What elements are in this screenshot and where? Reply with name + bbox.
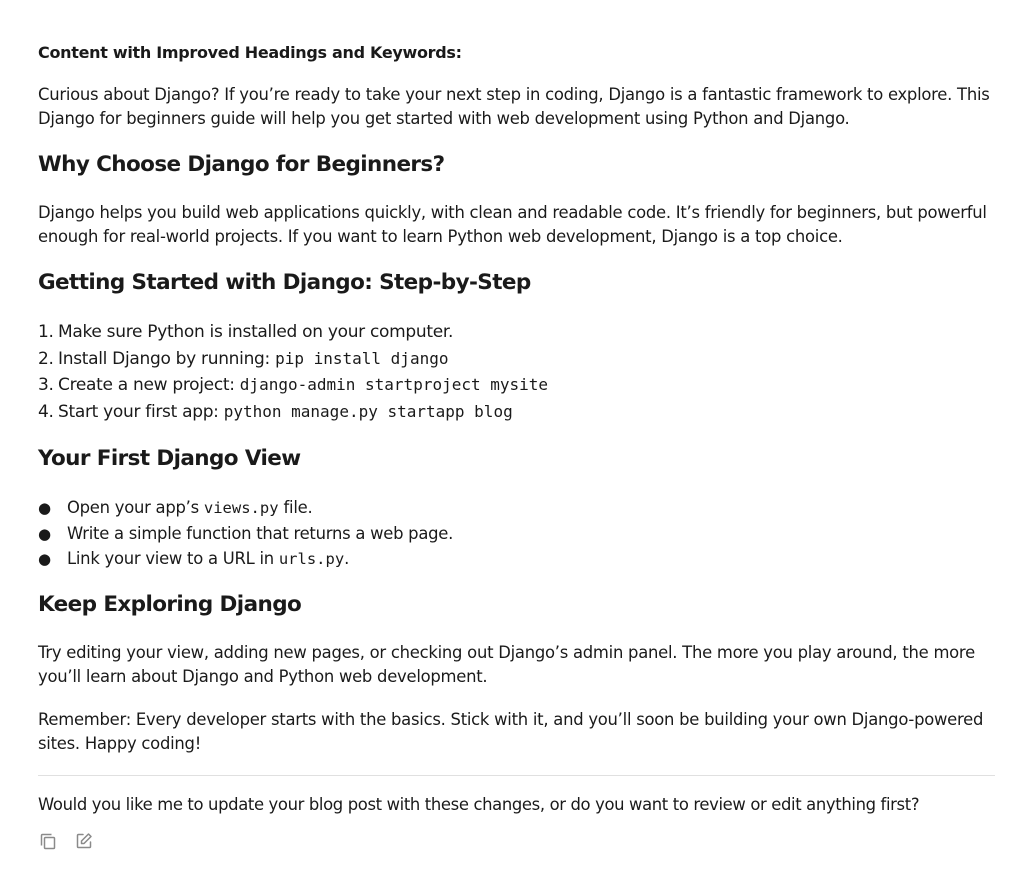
section-heading-keep-exploring: Keep Exploring Django [38, 592, 302, 617]
step-number: 3. [38, 375, 54, 396]
inline-code: urls.py [278, 550, 345, 569]
bullet-text: Link your view to a URL in [67, 549, 279, 569]
bullet-marker: ● [38, 550, 51, 569]
list-item [38, 547, 453, 573]
list-item [38, 319, 548, 346]
view-steps-list [38, 496, 453, 573]
list-item [38, 346, 548, 373]
bullet-text: . [344, 549, 350, 569]
divider [38, 775, 995, 776]
intro-heading: Content with Improved Headings and Keywords: [38, 43, 462, 62]
inline-code: pip install django [275, 348, 449, 368]
copy-button[interactable] [38, 831, 58, 851]
steps-list [38, 319, 548, 425]
step-text: Make sure Python is installed on your computer. [58, 322, 454, 342]
step-text: Start your first app: [58, 401, 224, 422]
why-django-paragraph: Django helps you build web applications quickly, with clean and readable code. It’s friendly for beginners, but powerful enough for real-world projects. If you want to learn Python web development, Django is a top choice. [38, 203, 987, 246]
inline-code: python manage.py startapp blog [223, 401, 513, 421]
bullet-text: Open your app’s [67, 498, 204, 517]
step-number: 4. [38, 401, 54, 422]
bullet-marker: ● [38, 499, 51, 517]
edit-icon [74, 831, 94, 851]
section-heading-first-view: Your First Django View [38, 446, 301, 471]
copy-icon [38, 831, 58, 851]
closing-paragraph: Remember: Every developer starts with the basics. Stick with it, and you’ll soon be building your own Django-powered sites. Happy coding! [38, 710, 984, 753]
bullet-text: Write a simple function that returns a web page. [67, 523, 454, 543]
list-item [38, 496, 453, 522]
follow-up-question: Would you like me to update your blog post with these changes, or do you want to review or edit anything first? [38, 795, 920, 814]
inline-code: django-admin startproject mysite [239, 375, 549, 395]
intro-paragraph: Curious about Django? If you’re ready to take your next step in coding, Django is a fantastic framework to explore. This Django for beginners guide will help you get started with web development using Python and Django. [38, 85, 990, 128]
keep-exploring-paragraph: Try editing your view, adding new pages, or checking out Django’s admin panel. The more you play around, the more you’ll learn about Django and Python web development. [38, 643, 975, 686]
step-text: Create a new project: [58, 375, 240, 396]
section-heading-getting-started: Getting Started with Django: Step-by-Step [38, 270, 531, 295]
step-text: Install Django by running: [58, 348, 276, 369]
list-item [38, 372, 548, 399]
step-number: 2. [38, 348, 54, 369]
inline-code: views.py [203, 499, 279, 517]
list-item [38, 522, 453, 548]
edit-button[interactable] [74, 831, 94, 851]
bullet-marker: ● [38, 524, 51, 543]
bullet-text: file. [278, 498, 313, 517]
list-item [38, 399, 548, 426]
step-number: 1. [38, 322, 54, 342]
section-heading-why-django: Why Choose Django for Beginners? [38, 152, 445, 177]
